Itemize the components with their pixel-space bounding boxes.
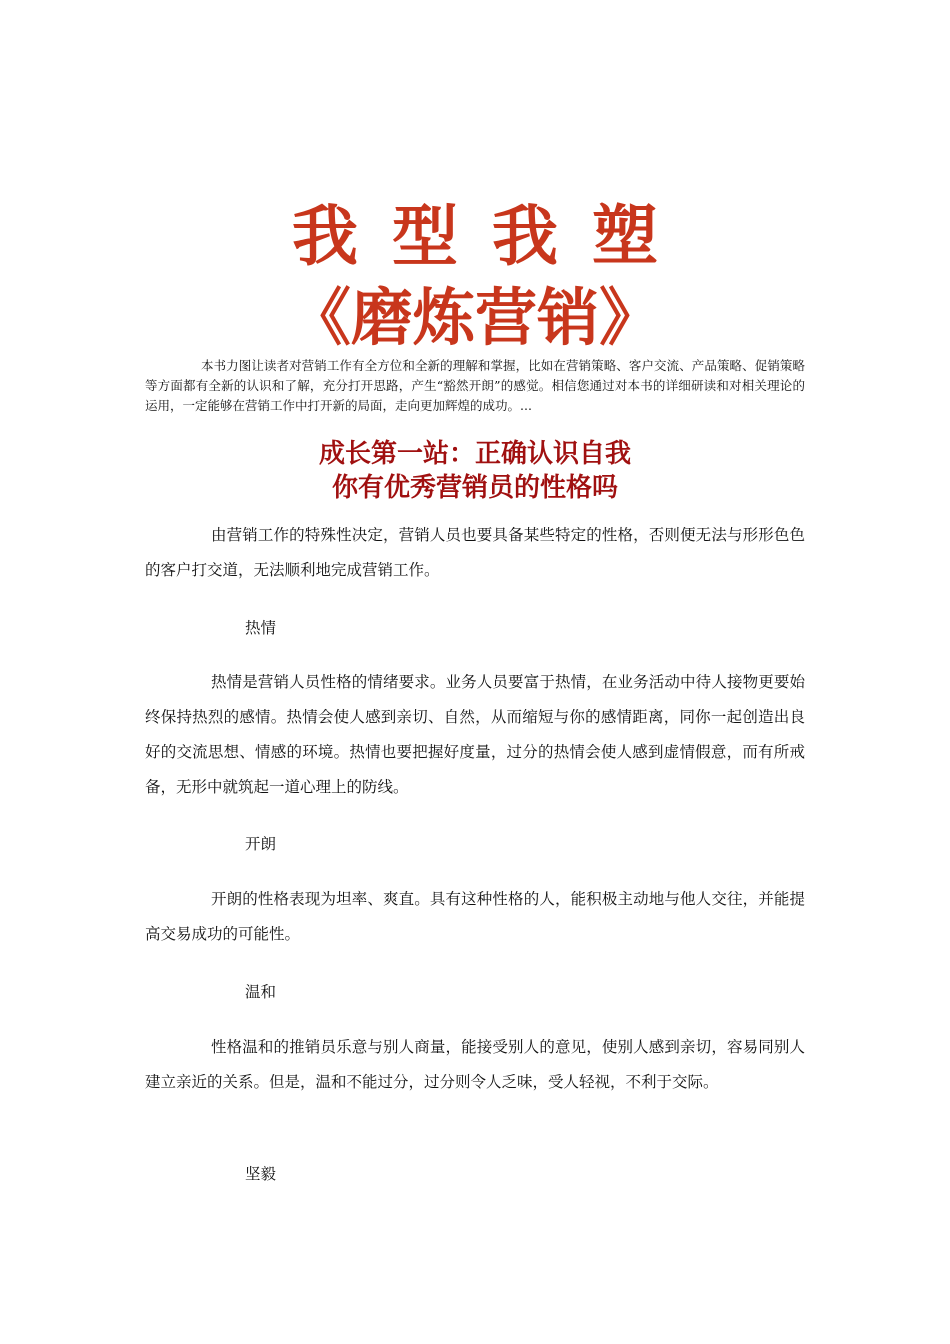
section-heading-cheerful: 开朗: [245, 835, 277, 853]
main-title-line1: 我型我塑: [292, 197, 692, 275]
chapter-title-line1: 成长第一站：正确认识自我: [318, 439, 631, 469]
section-heading-firm: 坚毅: [245, 1165, 277, 1183]
body-paragraph-intro: 由营销工作的特殊性决定，营销人员也要具备某些特定的性格，否则便无法与形形色色的客户打交道，无法顺利地完成营销工作。: [145, 526, 805, 579]
section-heading-gentle: 温和: [245, 983, 277, 1001]
body-paragraph-passion: 热情是营销人员性格的情绪要求。业务人员要富于热情，在业务活动中待人接物更要始终保持热烈的感情。热情会使人感到亲切、自然，从而缩短与你的感情距离，同你一起创造出良好的交流思想、情感的环境。热情也要把握好度量，过分的热情会使人感到虚情假意，而有所戒备，无形中就筑起一道心理上的防线。: [145, 673, 805, 796]
chapter-title-line2: 你有优秀营销员的性格吗: [331, 473, 618, 503]
intro-paragraph: 本书力图让读者对营销工作有全方位和全新的理解和掌握，比如在营销策略、客户交流、产品策略、促销策略等方面都有全新的认识和了解，充分打开思路，产生“豁然开朗”的感觉。相信您通过对本书的详细研读和对相关理论的运用，一定能够在营销工作中打开新的局面，走向更加辉煌的成功。...: [145, 358, 805, 413]
section-heading-passion: 热情: [245, 619, 277, 637]
main-title-line2: 《磨炼营销》: [288, 281, 661, 354]
body-paragraph-gentle: 性格温和的推销员乐意与别人商量，能接受别人的意见，使别人感到亲切，容易同别人建立亲近的关系。但是，温和不能过分，过分则令人乏味，受人轻视，不利于交际。: [145, 1038, 805, 1091]
body-paragraph-cheerful: 开朗的性格表现为坦率、爽直。具有这种性格的人，能积极主动地与他人交往，并能提高交易成功的可能性。: [145, 890, 805, 943]
